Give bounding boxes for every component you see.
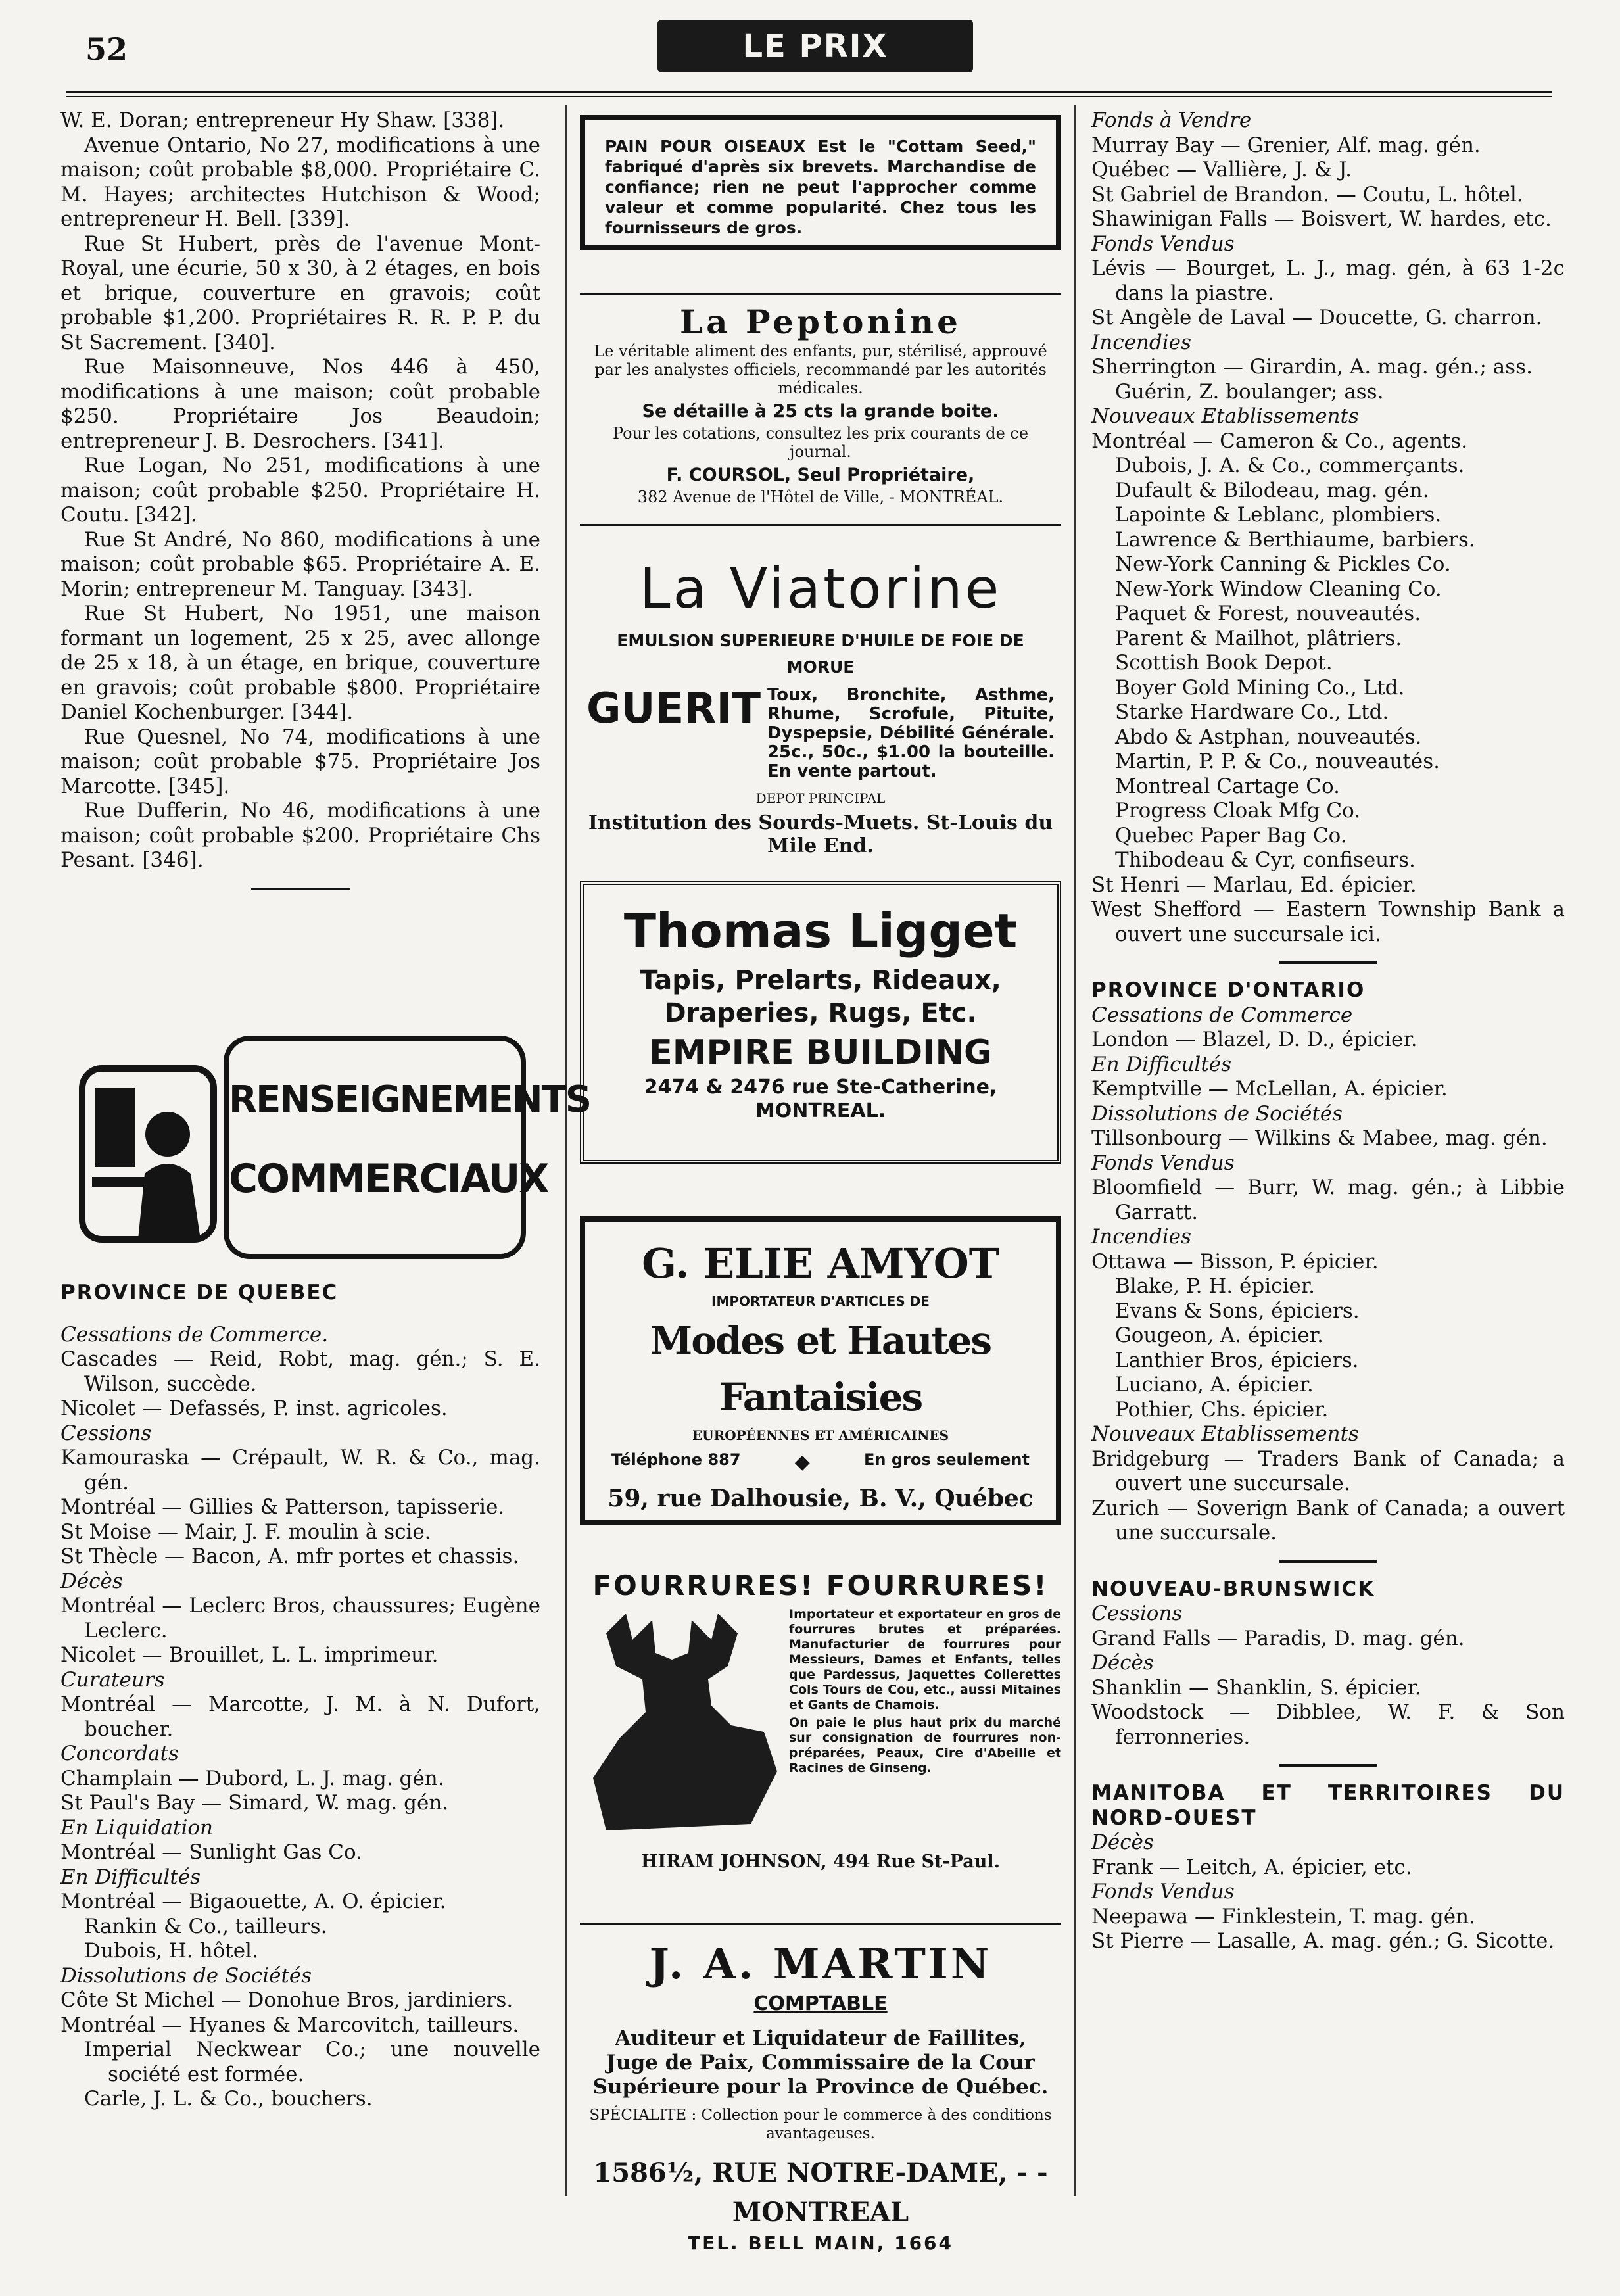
list-item: Starke Hardware Co., Ltd. xyxy=(1115,700,1389,724)
ad-ligget-line2: Draperies, Rugs, Etc. xyxy=(664,998,977,1028)
permit-paragraph: W. E. Doran; entrepreneur Hy Shaw. [338]. xyxy=(60,108,505,132)
list-item: New-York Canning & Pickles Co. xyxy=(1115,552,1451,576)
list-item: St Moise — Mair, J. F. moulin à scie. xyxy=(60,1519,431,1544)
column-divider-left xyxy=(565,105,567,2196)
list-item: Ottawa — Bisson, P. épicier. xyxy=(1091,1249,1379,1274)
ad-peptonine-title: La Peptonine xyxy=(680,302,961,341)
list-item: Québec — Vallière, J. & J. xyxy=(1091,158,1352,181)
list-item: St Angèle de Laval — Doucette, G. charron. xyxy=(1091,306,1542,329)
ad-viatorine-depot-label: DEPOT PRINCIPAL xyxy=(755,790,886,806)
list-item: St Henri — Marlau, Ed. épicier. xyxy=(1091,873,1417,897)
list-item: Blake, P. H. épicier. xyxy=(1115,1274,1316,1298)
list-item: Boyer Gold Mining Co., Ltd. xyxy=(1115,675,1405,700)
subsection-heading: Concordats xyxy=(60,1742,179,1765)
subsection-heading: Cessations de Commerce. xyxy=(60,1322,329,1347)
section-title: MANITOBA ET TERRITOIRES DU NORD-OUEST xyxy=(1091,1781,1565,1830)
list-item: Guérin, Z. boulanger; ass. xyxy=(1115,379,1384,404)
subsection-heading: Fonds à Vendre xyxy=(1091,108,1252,132)
ad-ligget-name: Thomas Ligget xyxy=(623,903,1018,959)
renseignements-logo xyxy=(76,1036,591,1259)
permit-paragraph: Avenue Ontario, No 27, modifications à une maison; coût probable $8,000. Propriétaire C. M. Hayes; architectes Hutchison & Wood; entrepreneur H. Bell. [339]. xyxy=(60,133,540,231)
ad-elie-amyot xyxy=(580,1216,1061,1525)
list-item: Woodstock — Dibblee, W. F. & Son ferronneries. xyxy=(1091,1700,1565,1749)
ad-amyot-name: G. ELIE AMYOT xyxy=(642,1239,999,1287)
header-rule xyxy=(66,91,1552,93)
province-entries xyxy=(1091,108,1565,1954)
ad-fourrures-text xyxy=(784,1607,1061,1837)
list-item: Montréal — Sunlight Gas Co. xyxy=(60,1840,362,1864)
page-header xyxy=(0,0,1620,117)
section-title-quebec: PROVINCE DE QUEBEC xyxy=(60,1281,339,1304)
ad-peptonine-address: 382 Avenue de l'Hôtel de Ville, - MONTRÉAL. xyxy=(637,488,1004,506)
page-number: 52 xyxy=(85,32,128,67)
list-item: Tillsonbourg — Wilkins & Mabee, mag. gén. xyxy=(1091,1126,1548,1150)
list-item: Abdo & Astphan, nouveautés. xyxy=(1115,725,1422,749)
ad-viatorine-subtitle: EMULSION SUPERIEURE D'HUILE DE FOIE DE MORUE xyxy=(617,631,1024,677)
permit-paragraph: Rue St Hubert, No 1951, une maison formant un logement, 25 x 25, avec allonge de 25 x 18, à un étage, en brique, couverture en gravois; coût probable $800. Propriétaire Daniel Kochenburger. [344]. xyxy=(60,602,540,724)
list-item: Sherrington — Girardin, A. mag. gén.; ass. xyxy=(1091,355,1533,379)
ad-fourrures-signature: HIRAM JOHNSON, 494 Rue St-Paul. xyxy=(640,1852,1000,1872)
ad-peptonine-quote: Pour les cotations, consultez les prix courants de ce journal. xyxy=(612,424,1029,461)
ad-martin-role: COMPTABLE xyxy=(753,1992,888,2015)
ad-peptonine-owner: F. COURSOL, Seul Propriétaire, xyxy=(666,465,975,485)
ad-fourrures-title: FOURRURES! FOURRURES! xyxy=(592,1569,1049,1602)
list-item: Evans & Sons, épiciers. xyxy=(1115,1299,1360,1323)
ad-ligget-building: EMPIRE BUILDING xyxy=(649,1033,992,1072)
subsection-heading: Décès xyxy=(60,1569,123,1593)
list-item: Bloomfield — Burr, W. mag. gén.; à Libbie Garratt. xyxy=(1091,1176,1565,1224)
list-item: Champlain — Dubord, L. J. mag. gén. xyxy=(60,1766,444,1790)
ad-ligget-line1: Tapis, Prelarts, Rideaux, xyxy=(640,965,1001,995)
ad-fourrures xyxy=(580,1565,1061,1907)
ad-ligget-address2: MONTREAL. xyxy=(755,1099,886,1122)
clerk-figure-icon xyxy=(76,1062,227,1246)
subsection-heading: Nouveaux Etablissements xyxy=(1091,404,1359,428)
list-item: Lapointe & Leblanc, plombiers. xyxy=(1115,503,1442,527)
list-item: Frank — Leitch, A. épicier, etc. xyxy=(1091,1855,1412,1879)
list-item: Montréal — Cameron & Co., agents. xyxy=(1091,429,1468,453)
ad-viatorine-ailments: Toux, Bronchite, Asthme, Rhume, Scrofule, Pituite, Dyspepsie, Débilité Générale. 25c., 50c., $1.00 la bouteille. En vente partout. xyxy=(767,685,1055,781)
list-item: Neepawa — Finklestein, T. mag. gén. xyxy=(1091,1904,1475,1928)
section-break xyxy=(1091,961,1565,1003)
subsection-heading: Fonds Vendus xyxy=(1091,1151,1235,1175)
list-item: St Thècle — Bacon, A. mfr portes et chassis. xyxy=(60,1544,519,1568)
subsection-heading: Dissolutions de Sociétés xyxy=(1091,1101,1343,1126)
list-item: St Paul's Bay — Simard, W. mag. gén. xyxy=(60,1791,449,1815)
ad-fourrures-body: Importateur et exportateur en gros de fourrures brutes et préparées. Manufacturier de fourrures pour Messieurs, Dames et Enfants, telles que Pardessus, Jaquettes Collerettes Cols Tours de Cou, etc., aussi Mitaines et Gants de Chamois. xyxy=(789,1607,1061,1712)
header-rule-thin xyxy=(66,96,1552,97)
list-item: Dubois, H. hôtel. xyxy=(84,1939,258,1963)
ad-amyot-line1: IMPORTATEUR D'ARTICLES DE xyxy=(711,1293,930,1309)
list-item: Grand Falls — Paradis, D. mag. gén. xyxy=(1091,1626,1465,1650)
subsection-heading: Cessions xyxy=(1091,1602,1183,1625)
permit-paragraph: Rue Logan, No 251, modifications à une maison; coût probable $250. Propriétaire H. Coutu. [342]. xyxy=(60,454,540,527)
ad-amyot-contact-row xyxy=(598,1445,1043,1479)
subsection-heading: Cessations de Commerce xyxy=(1091,1003,1353,1027)
ad-peptonine xyxy=(580,293,1061,526)
ad-viatorine-title: La Viatorine xyxy=(639,556,1002,621)
ad-ja-martin xyxy=(580,1923,1061,2254)
list-item: Rankin & Co., tailleurs. xyxy=(84,1914,327,1938)
ad-fourrures-body2: On paie le plus haut prix du marché sur consignation de fourrures non-préparées, Peaux, Cire d'Abeille et Racines de Ginseng. xyxy=(789,1715,1061,1775)
column-left xyxy=(60,108,540,905)
permit-paragraph: Rue St Hubert, près de l'avenue Mont-Royal, une écurie, 50 x 30, à 2 étages, en bois et brique, couverture en gravois; coût probable $1,200. Propriétaires R. R. P. P. du St Sacrement. [340]. xyxy=(60,231,540,354)
column-divider-right xyxy=(1074,105,1076,2196)
list-item: Parent & Mailhot, plâtriers. xyxy=(1115,626,1402,650)
logo-line-1: RENSEIGNEMENTS xyxy=(229,1078,591,1121)
diamond-icon: ◆ xyxy=(794,1450,810,1473)
list-item: Martin, P. P. & Co., nouveautés. xyxy=(1115,750,1440,773)
ad-amyot-line3: EUROPÉENNES ET AMÉRICAINES xyxy=(692,1427,949,1443)
list-item: Kamouraska — Crépault, W. R. & Co., mag. gén. xyxy=(60,1446,540,1495)
ad-martin-line1: Auditeur et Liquidateur de Faillites, Juge de Paix, Commissaire de la Cour Supérieure pour la Province de Québec. xyxy=(592,2026,1049,2099)
list-item: Zurich — Soverign Bank of Canada; a ouvert une succursale. xyxy=(1091,1496,1565,1544)
list-item: Lévis — Bourget, L. J., mag. gén, à 63 1-2c dans la piastre. xyxy=(1091,256,1565,305)
list-item: Lawrence & Berthiaume, barbiers. xyxy=(1115,527,1475,552)
ad-viatorine-guerit: GUERIT xyxy=(586,684,761,733)
column-left-bottom xyxy=(60,1281,540,2112)
list-item: New-York Window Cleaning Co. xyxy=(1115,577,1442,601)
list-item: Pothier, Chs. épicier. xyxy=(1115,1397,1329,1422)
list-item: Scottish Book Depot. xyxy=(1115,651,1333,675)
subsection-heading: Fonds Vendus xyxy=(1091,1880,1235,1903)
building-permits-list xyxy=(60,108,540,890)
list-item: Bridgeburg — Traders Bank of Canada; a ouvert une succursale. xyxy=(1091,1447,1565,1495)
ad-martin-name: J. A. MARTIN xyxy=(649,1940,992,1989)
ad-pain-oiseaux xyxy=(580,115,1061,250)
quebec-entries xyxy=(60,1323,540,2112)
list-item: Montréal — Bigaouette, A. O. épicier. xyxy=(60,1890,446,1913)
ad-viatorine-guerit-row xyxy=(586,686,1055,781)
ad-martin-phone: TEL. BELL MAIN, 1664 xyxy=(687,2232,954,2254)
ad-fourrures-body-row xyxy=(580,1607,1061,1837)
list-item: Gougeon, A. épicier. xyxy=(1115,1324,1324,1347)
ad-pain-oiseaux-text: PAIN POUR OISEAUX Est le "Cottam Seed," fabriqué d'après six brevets. Marchandise de confiance; rien ne peut l'approcher comme valeur et comme popularité. Chez tous les fournisseurs de gros. xyxy=(605,137,1036,237)
ad-martin-specialite: SPÉCIALITE : Collection pour le commerce à des conditions avantageuses. xyxy=(589,2107,1052,2142)
list-item: Kemptville — McLellan, A. épicier. xyxy=(1091,1077,1448,1101)
renseignements-logo-text xyxy=(224,1036,591,1259)
subsection-heading: En Liquidation xyxy=(60,1815,214,1840)
list-item: Thibodeau & Cyr, confiseurs. xyxy=(1115,848,1416,872)
list-item: Montréal — Hyanes & Marcovitch, tailleurs. xyxy=(60,2013,519,2037)
list-item: St Pierre — Lasalle, A. mag. gén.; G. Sicotte. xyxy=(1091,1929,1555,1953)
list-item: Murray Bay — Grenier, Alf. mag. gén. xyxy=(1091,133,1481,157)
section-title: NOUVEAU-BRUNSWICK xyxy=(1091,1577,1375,1601)
list-item: Côte St Michel — Donohue Bros, jardiniers. xyxy=(60,1988,513,2012)
ad-amyot-gros: En gros seulement xyxy=(864,1450,1030,1469)
subsection-heading: Nouveaux Etablissements xyxy=(1091,1422,1359,1446)
subsection-heading: Curateurs xyxy=(60,1667,165,1692)
list-item: Imperial Neckwear Co.; une nouvelle société est formée. xyxy=(84,2038,540,2086)
subsection-heading: Cessions xyxy=(60,1421,152,1445)
ad-viatorine-depot: Institution des Sourds-Muets. St-Louis du Mile End. xyxy=(588,811,1053,857)
deer-illustration-icon xyxy=(580,1607,784,1837)
ad-amyot-line2: Modes et Hautes Fantaisies xyxy=(650,1318,991,1420)
list-item: Progress Cloak Mfg Co. xyxy=(1115,799,1361,823)
list-item: Montréal — Gillies & Patterson, tapisserie. xyxy=(60,1495,505,1519)
permit-paragraph: Rue Quesnel, No 74, modifications à une maison; coût probable $75. Propriétaire Jos Marcotte. [345]. xyxy=(60,725,540,798)
list-item: Shanklin — Shanklin, S. épicier. xyxy=(1091,1675,1421,1700)
logo-line-2: COMMERCIAUX xyxy=(229,1156,548,1202)
list-item: Luciano, A. épicier. xyxy=(1115,1373,1314,1397)
ad-martin-address: 1586½, RUE NOTRE-DAME, - - MONTREAL xyxy=(593,2157,1048,2228)
ad-amyot-phone: Téléphone 887 xyxy=(611,1450,741,1469)
subsection-heading: Incendies xyxy=(1091,330,1191,354)
subsection-heading: Fonds Vendus xyxy=(1091,231,1235,256)
ad-peptonine-price: Se détaille à 25 cts la grande boite. xyxy=(642,401,999,421)
subsection-heading: Incendies xyxy=(1091,1225,1191,1249)
list-item: Lanthier Bros, épiciers. xyxy=(1115,1348,1359,1372)
list-item: Cascades — Reid, Robt, mag. gén.; S. E. Wilson, succède. xyxy=(60,1347,540,1396)
list-item: Nicolet — Brouillet, L. L. imprimeur. xyxy=(60,1643,439,1667)
list-item: Shawinigan Falls — Boisvert, W. hardes, etc. xyxy=(1091,207,1552,231)
list-item: London — Blazel, D. D., épicier. xyxy=(1091,1028,1418,1051)
ad-thomas-ligget xyxy=(580,881,1061,1164)
masthead-logo: LE PRIX COURANT xyxy=(657,20,973,72)
section-rule xyxy=(251,888,350,890)
list-item: Montréal — Leclerc Bros, chaussures; Eugène Leclerc. xyxy=(60,1594,540,1642)
list-item: Carle, J. L. & Co., bouchers. xyxy=(84,2087,373,2111)
subsection-heading: Décès xyxy=(1091,1651,1154,1675)
section-break xyxy=(1091,1560,1565,1602)
list-item: Dufault & Bilodeau, mag. gén. xyxy=(1115,478,1429,502)
list-item: Paquet & Forest, nouveautés. xyxy=(1115,602,1421,625)
ad-amyot-address: 59, rue Dalhousie, B. V., Québec xyxy=(608,1485,1034,1512)
list-item: West Shefford — Eastern Township Bank a ouvert une succursale ici. xyxy=(1091,897,1565,946)
subsection-heading: En Difficultés xyxy=(60,1865,201,1889)
section-title: PROVINCE D'ONTARIO xyxy=(1091,978,1366,1002)
section-rule xyxy=(1279,961,1377,964)
list-item: Dubois, J. A. & Co., commerçants. xyxy=(1115,454,1465,477)
list-item: Nicolet — Defassés, P. inst. agricoles. xyxy=(60,1397,448,1420)
permit-paragraph: Rue Dufferin, No 46, modifications à une maison; coût probable $200. Propriétaire Chs Pesant. [346]. xyxy=(60,799,540,872)
list-item: St Gabriel de Brandon. — Coutu, L. hôtel. xyxy=(1091,182,1523,206)
ad-viatorine xyxy=(580,549,1061,857)
permit-paragraph: Rue St André, No 860, modifications à une maison; coût probable $65. Propriétaire A. E. Morin; entrepreneur M. Tanguay. [343]. xyxy=(60,527,540,601)
column-right xyxy=(1091,108,1565,1954)
section-rule xyxy=(1279,1764,1377,1767)
ad-ligget-address1: 2474 & 2476 rue Ste-Catherine, xyxy=(644,1076,997,1099)
ad-peptonine-body: Le véritable aliment des enfants, pur, stérilisé, approuvé par les analystes officiels, recommandé par les autorités médicales. xyxy=(594,342,1047,397)
subsection-heading: Dissolutions de Sociétés xyxy=(60,1963,312,1988)
permit-paragraph: Rue Maisonneuve, Nos 446 à 450, modifications à une maison; coût probable $250. Propriétaire Jos Beaudoin; entrepreneur J. B. Desrochers. [341]. xyxy=(60,355,540,453)
section-break xyxy=(1091,1764,1565,1830)
subsection-heading: Décès xyxy=(1091,1830,1154,1854)
section-rule xyxy=(1279,1560,1377,1563)
list-item: Montréal — Marcotte, J. M. à N. Dufort, boucher. xyxy=(60,1692,540,1741)
list-item: Quebec Paper Bag Co. xyxy=(1115,823,1347,848)
subsection-heading: En Difficultés xyxy=(1091,1052,1232,1076)
list-item: Montreal Cartage Co. xyxy=(1115,774,1340,798)
